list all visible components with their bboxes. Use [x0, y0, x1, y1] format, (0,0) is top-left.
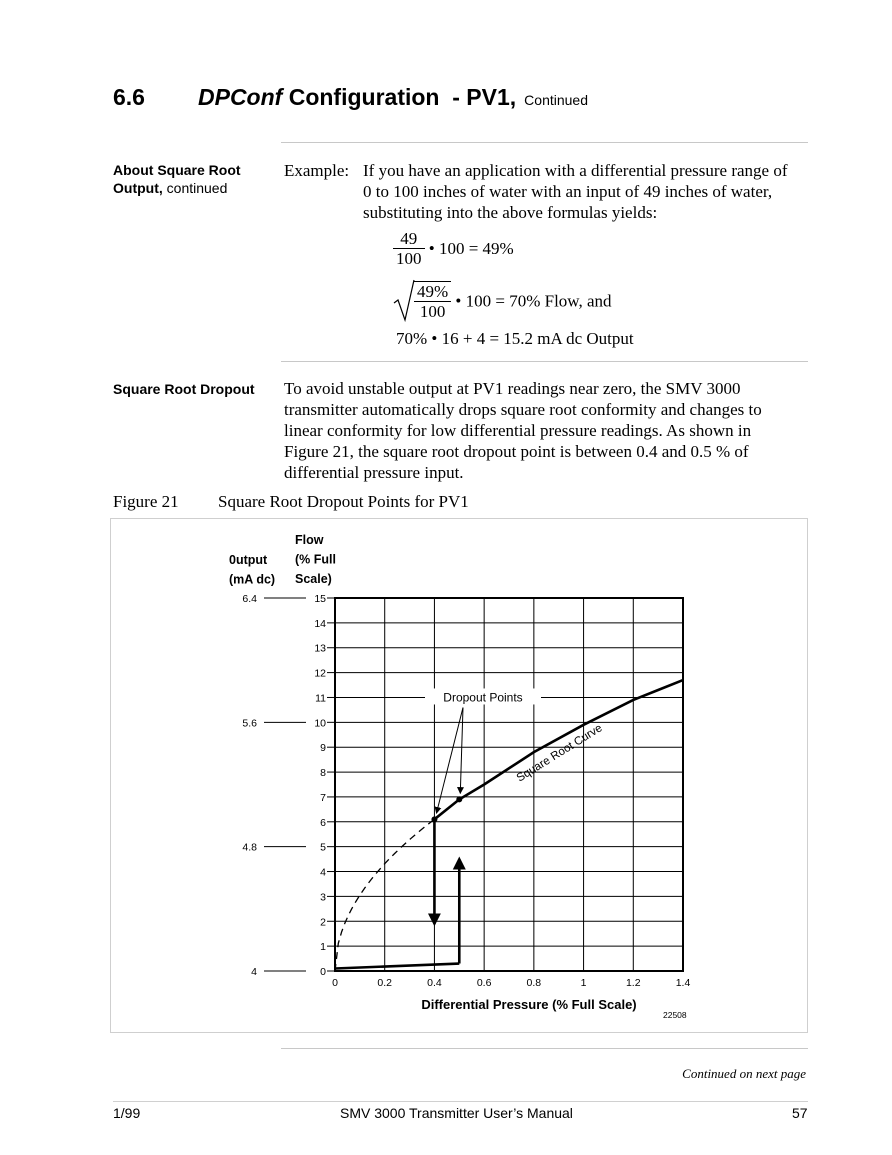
x-axis-title: Differential Pressure (% Full Scale) [421, 997, 637, 1012]
y-tick-label: 10 [314, 717, 326, 730]
divider [281, 1048, 808, 1049]
section-continued: Continued [524, 92, 588, 108]
fraction: $\frac{49\%}{100}$ [414, 281, 451, 321]
divider [281, 142, 808, 143]
example-line: 0 to 100 inches of water with an input of 49 inches of water, [363, 182, 773, 201]
dropout-point [456, 796, 462, 802]
flow-axis-title: (% Full [295, 552, 336, 567]
footer-rule [113, 1101, 808, 1102]
footer-manual-title: SMV 3000 Transmitter User’s Manual [340, 1105, 573, 1121]
equation-3: 70% • 16 + 4 = 15.2 mA dc Output [396, 329, 634, 348]
figure-id-code: 22508 [663, 1010, 687, 1020]
plot-border [335, 598, 683, 971]
y-tick-label: 1 [320, 941, 326, 954]
y-tick-label: 8 [320, 767, 326, 780]
paragraph-line: differential pressure input. [284, 463, 464, 482]
x-tick-label: 1.4 [675, 977, 691, 989]
flow-axis-title: Flow [295, 533, 324, 547]
y-tick-label: 9 [320, 742, 326, 755]
dropout-point [431, 816, 437, 822]
section-title [198, 84, 588, 111]
footer-page-number: 57 [792, 1105, 808, 1121]
output-axis-title: (mA dc) [229, 572, 276, 587]
square-root-sign [393, 279, 415, 323]
y-tick-label: 5 [320, 841, 326, 854]
y-tick-label: 12 [314, 667, 326, 680]
x-tick-label: 1.2 [625, 977, 641, 989]
figure-frame [110, 518, 808, 1033]
footer-date: 1/99 [113, 1105, 141, 1121]
y-tick-label: 3 [320, 891, 326, 904]
y-tick-label: 7 [320, 791, 326, 804]
figure-number: Figure 21 [113, 492, 179, 511]
y-tick-label: 2 [320, 916, 326, 929]
paragraph-line: To avoid unstable output at PV1 readings near zero, the SMV 3000 [284, 379, 741, 398]
x-tick-label: 0.8 [526, 977, 542, 989]
side-heading-about: About Square Root Output, continued [113, 162, 241, 196]
example-line: substituting into the above formulas yields: [363, 203, 658, 222]
section-number: 6.6 [113, 84, 145, 110]
y-tick-label: 14 [314, 617, 326, 630]
dropout-chart [111, 519, 807, 1032]
x-tick-label: 0.6 [476, 977, 492, 989]
output-axis-title: 0utput [229, 553, 268, 567]
flow-axis-title: Scale) [295, 572, 332, 586]
output-tick-label: 4.8 [242, 841, 257, 854]
x-tick-label: 0.2 [377, 977, 393, 989]
dropout-label: Dropout Points [443, 690, 523, 705]
divider [281, 361, 808, 362]
dropout-leader-line [460, 707, 463, 793]
paragraph-line: Figure 21, the square root dropout point is between 0.4 and 0.5 % of [284, 442, 749, 461]
x-tick-label: 0 [332, 977, 338, 989]
figure-caption: Square Root Dropout Points for PV1 [218, 492, 469, 511]
example-line: If you have an application with a differential pressure range of [363, 161, 788, 180]
paragraph-line: linear conformity for low differential pressure readings. As shown in [284, 421, 752, 440]
x-tick-label: 1 [580, 977, 587, 989]
y-tick-label: 13 [314, 642, 326, 655]
y-tick-label: 11 [315, 692, 326, 705]
output-tick-label: 6.4 [242, 593, 257, 605]
x-tick-label: 0.4 [427, 977, 442, 989]
y-tick-label: 15 [314, 593, 326, 605]
section-title-rest: Configuration - PV1, [282, 84, 517, 110]
paragraph-line: transmitter automatically drops square root conformity and changes to [284, 400, 762, 419]
section-title-italic: DPConf [198, 84, 283, 110]
fraction: $\frac{49}{100}$ [393, 229, 425, 268]
y-tick-label: 6 [320, 816, 326, 829]
linear-segment [335, 964, 459, 969]
equation-1: $\frac{49}{100}$ • 100 = 49% [393, 229, 514, 268]
curve-label: Square Root Curve [514, 722, 605, 785]
output-tick-label: 5.6 [242, 717, 257, 730]
y-tick-label: 0 [320, 966, 326, 978]
example-label: Example: [284, 161, 350, 180]
equation-2: $\frac{49\%}{100}$ • 100 = 70% Flow, and [393, 279, 612, 323]
y-tick-label: 4 [320, 866, 326, 879]
continued-note: Continued on next page [682, 1066, 806, 1081]
output-tick-label: 4 [251, 966, 257, 978]
side-heading-dropout: Square Root Dropout [113, 381, 255, 397]
